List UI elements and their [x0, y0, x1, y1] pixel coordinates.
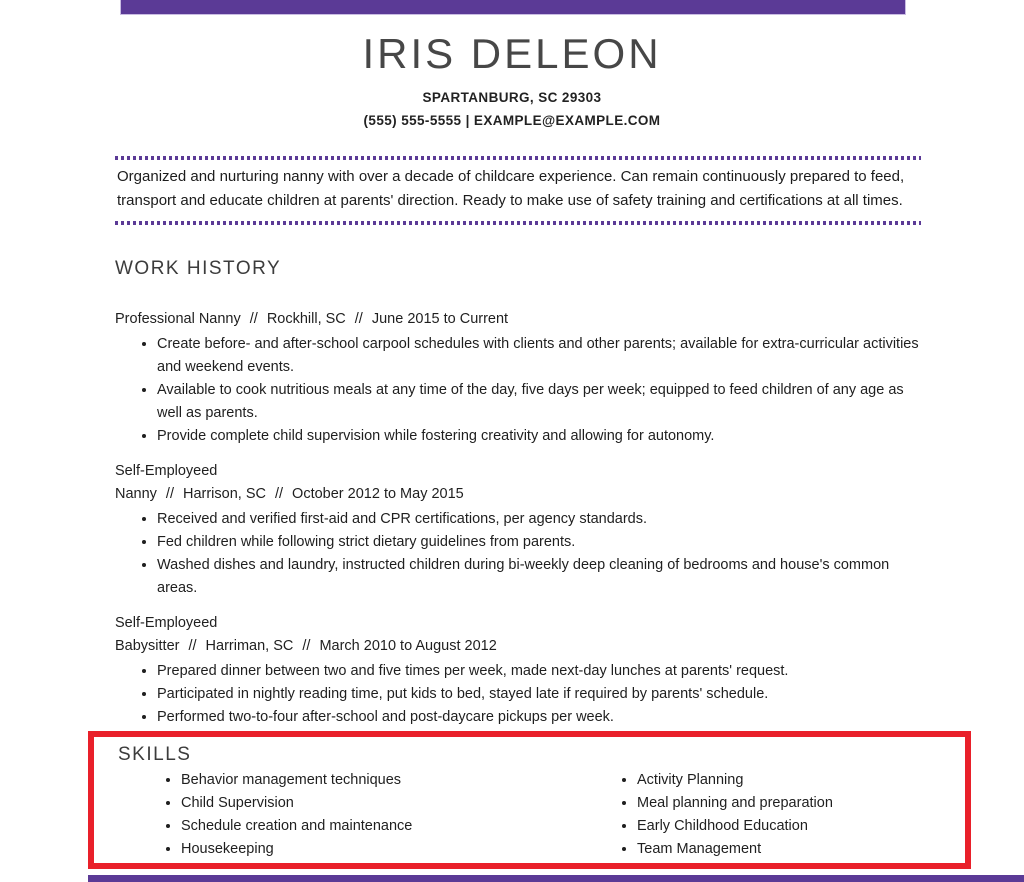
candidate-contact: (555) 555-5555 | EXAMPLE@EXAMPLE.COM	[363, 113, 661, 128]
job-separator: //	[165, 486, 174, 502]
job-bullet: • Available to cook nutritious meals at any time of the day, five days per week; equipped to feed children of any age as well as parents.	[157, 379, 921, 425]
job-entry	[115, 612, 921, 729]
skills-column-left	[118, 769, 574, 861]
resume-header	[0, 0, 1024, 128]
summary-paragraph: Organized and nurturing nanny with over a decade of childcare experience. Can remain continuously prepared to feed, transport and educate children at parents' direction. Ready to make use of safety training and certifications at all times.	[117, 168, 905, 209]
job-position: Babysitter	[115, 638, 180, 654]
skill-item: • Activity Planning	[637, 769, 833, 792]
job-location: Harriman, SC	[205, 638, 294, 654]
job-position: Professional Nanny	[115, 311, 241, 327]
skill-item: • Behavior management techniques	[181, 769, 574, 792]
job-title-line	[115, 635, 921, 658]
skill-item: • Early Childhood Education	[637, 815, 833, 838]
skills-column-right	[574, 769, 833, 861]
skill-item: • Team Management	[637, 838, 833, 861]
job-bullet: • Received and verified first-aid and CPR certifications, per agency standards.	[157, 508, 921, 531]
highlight-annotation-box	[88, 731, 971, 869]
job-separator: //	[354, 311, 363, 327]
job-employer: Self-Employeed	[115, 615, 218, 631]
job-location: Rockhill, SC	[266, 311, 346, 327]
job-bullet-list	[115, 333, 921, 448]
job-bullet: • Washed dishes and laundry, instructed children during bi-weekly deep cleaning of bedrooms and house's common areas.	[157, 554, 921, 600]
job-separator: //	[274, 486, 284, 502]
header-accent-bar	[120, 0, 906, 15]
job-bullet-list	[115, 660, 921, 729]
skills-list-left	[118, 769, 574, 861]
work-history-heading: WORK HISTORY	[115, 258, 282, 279]
job-separator: //	[249, 311, 258, 327]
skills-heading: SKILLS	[118, 744, 192, 765]
job-bullet: • Participated in nightly reading time, put kids to bed, stayed late if required by parents' schedule.	[157, 683, 921, 706]
skills-section	[94, 737, 965, 861]
job-title-line	[115, 308, 921, 331]
job-bullet: • Create before- and after-school carpool schedules with clients and other parents; available for extra-curricular activities and weekend events.	[157, 333, 921, 379]
job-bullet: • Performed two-to-four after-school and post-daycare pickups per week.	[157, 706, 921, 729]
skill-item: • Meal planning and preparation	[637, 792, 833, 815]
job-position: Nanny	[115, 486, 157, 502]
skills-grid	[118, 769, 965, 861]
skill-item: • Child Supervision	[181, 792, 574, 815]
job-separator: //	[302, 638, 311, 654]
job-separator: //	[188, 638, 197, 654]
candidate-name: IRIS DELEON	[362, 30, 662, 77]
job-entry	[115, 308, 921, 448]
job-bullet: • Fed children while following strict dietary guidelines from parents.	[157, 531, 921, 554]
resume-body	[115, 156, 921, 729]
job-bullet-list	[115, 508, 921, 600]
dotted-divider-bottom	[115, 221, 921, 225]
job-title-line	[115, 483, 921, 506]
skill-item: • Schedule creation and maintenance	[181, 815, 574, 838]
job-location: Harrison, SC	[182, 486, 266, 502]
footer-accent-bar	[88, 875, 1024, 882]
candidate-location: SPARTANBURG, SC 29303	[422, 90, 602, 105]
job-bullet: • Provide complete child supervision while fostering creativity and allowing for autonomy.	[157, 425, 921, 448]
job-dates: June 2015 to Current	[371, 311, 509, 327]
job-dates: October 2012 to May 2015	[292, 486, 464, 502]
job-entry	[115, 460, 921, 600]
job-dates: March 2010 to August 2012	[319, 638, 497, 654]
skill-item: • Housekeeping	[181, 838, 574, 861]
skills-list-right	[574, 769, 833, 861]
job-employer: Self-Employeed	[115, 463, 218, 479]
job-bullet: • Prepared dinner between two and five times per week, made next-day lunches at parents' request.	[157, 660, 921, 683]
